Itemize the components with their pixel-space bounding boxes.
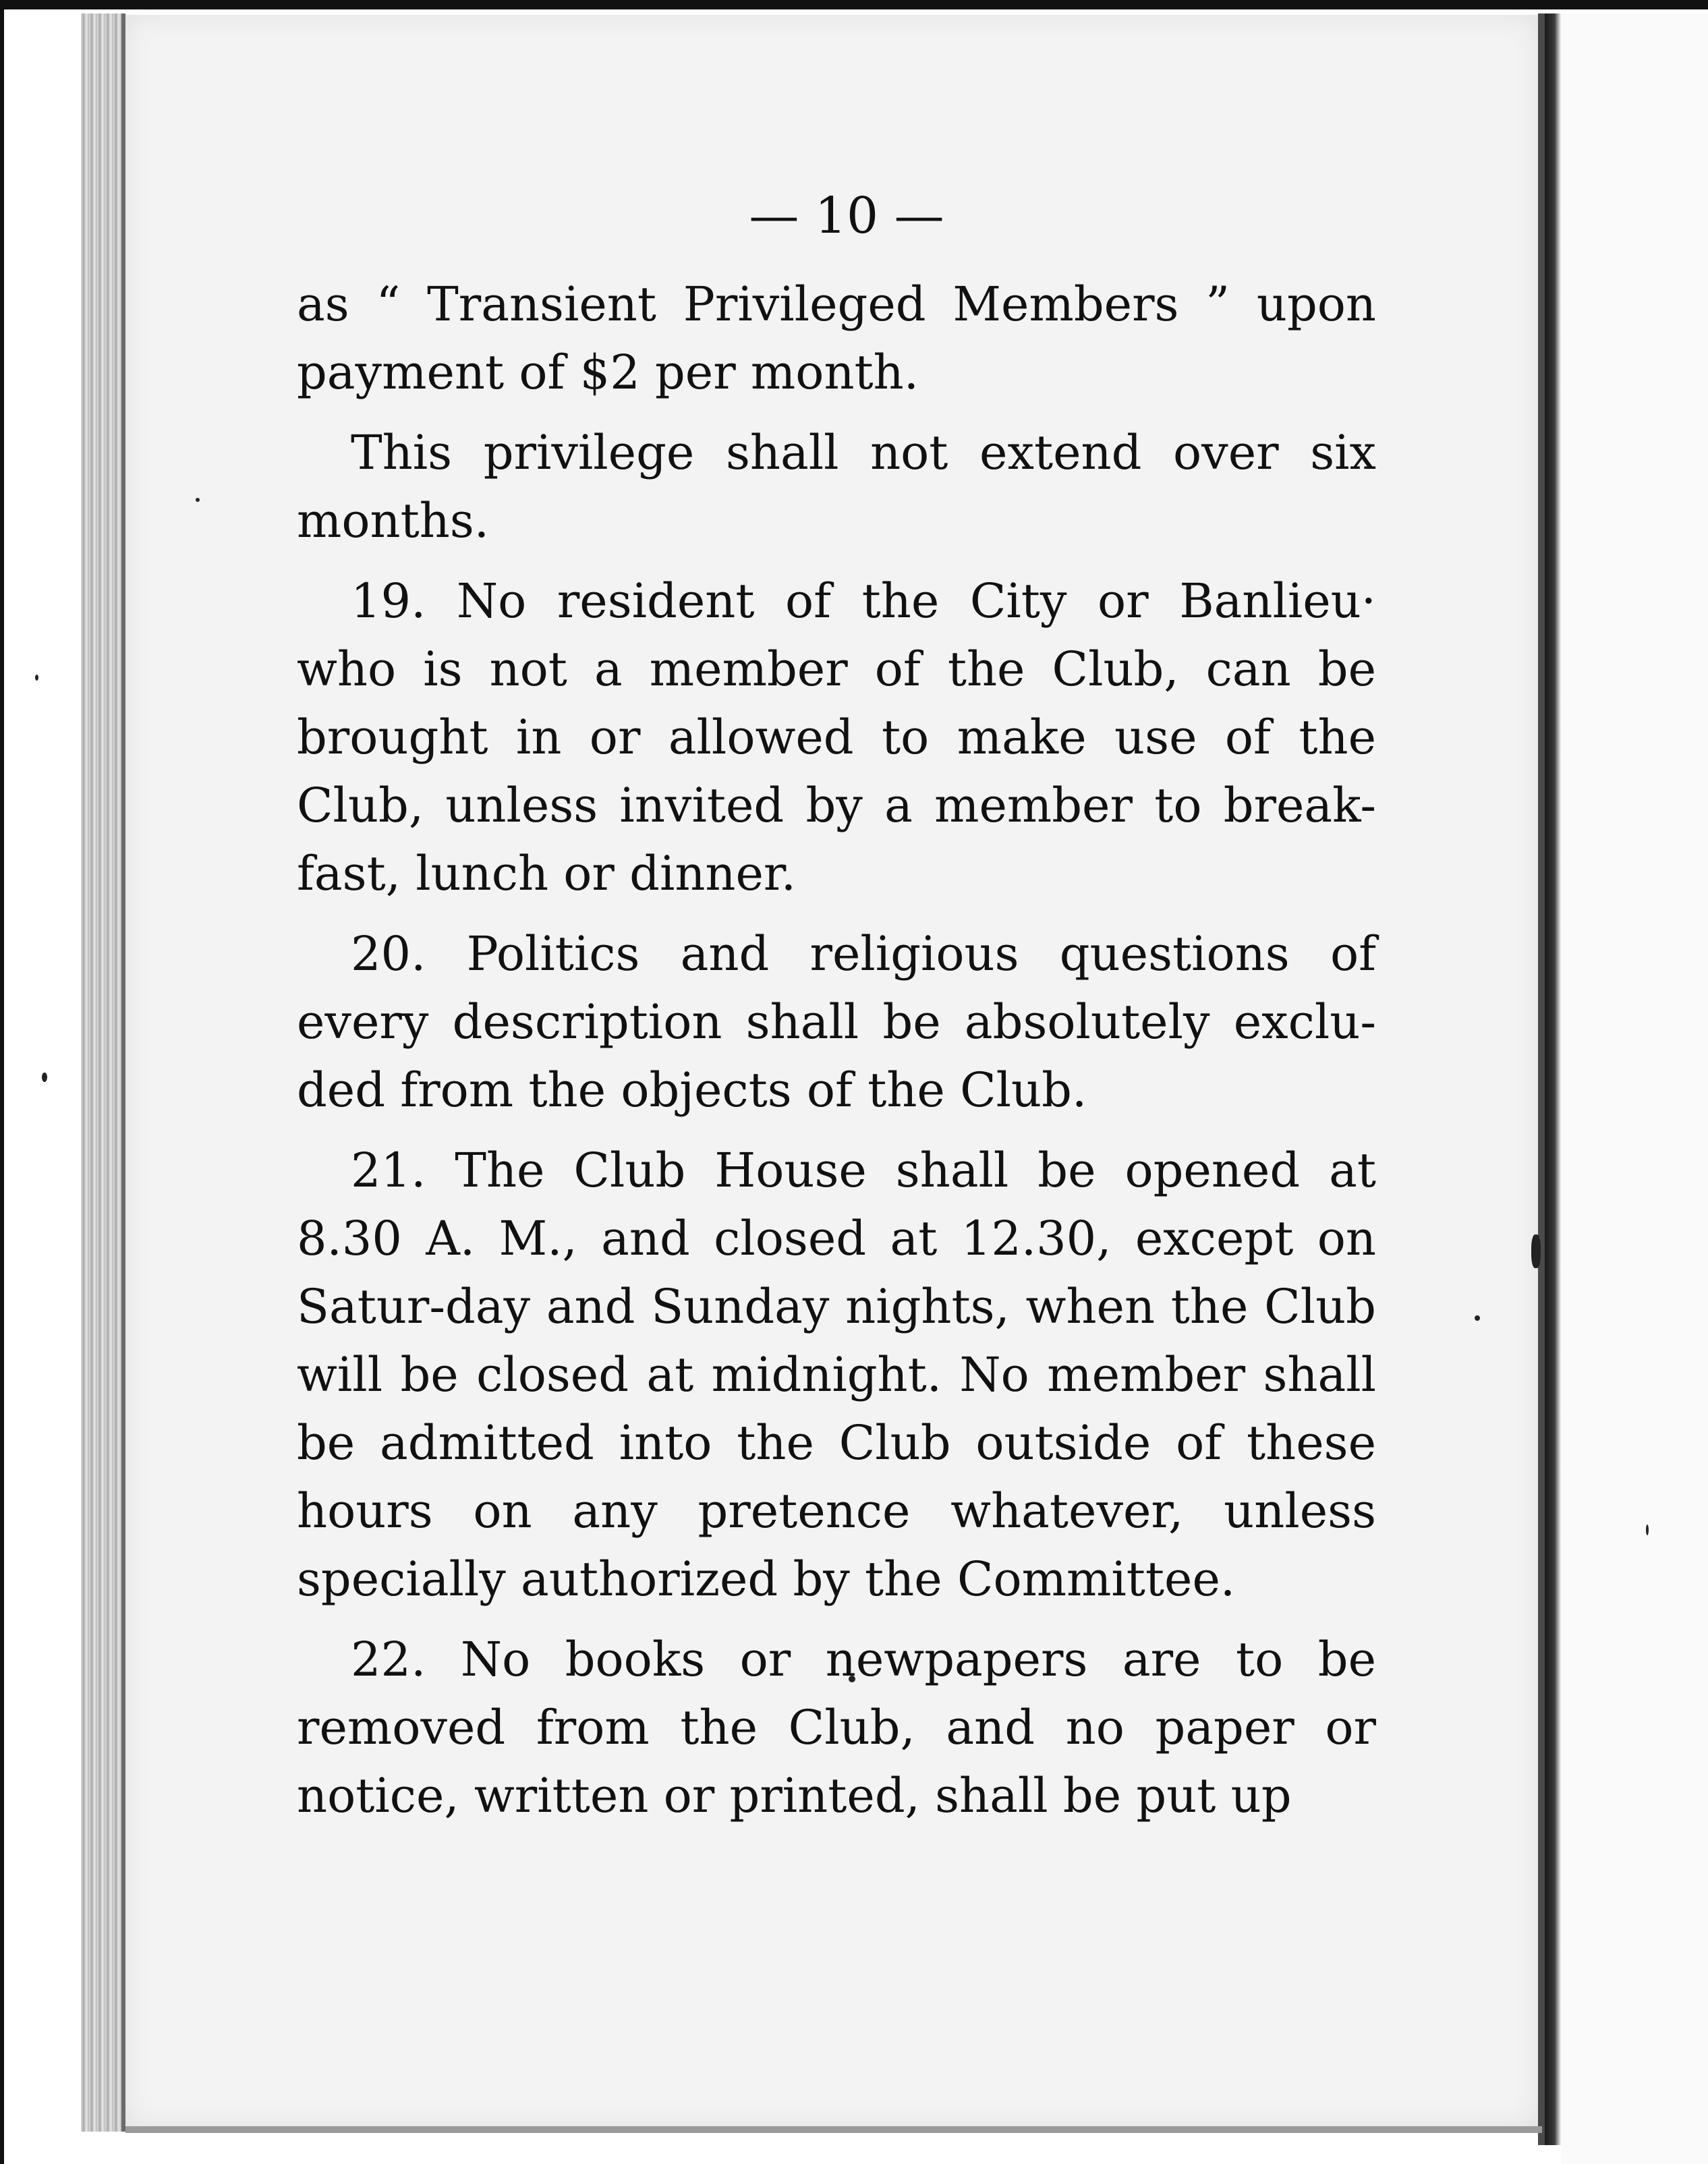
paragraph-rule-22: 22. No books or newpapers are to be removed from the Club, and no paper or notice, written or printed, shall be put up — [297, 1632, 1376, 1823]
paragraph-rule-19: 19. No resident of the City or Banlieu· who is not a member of the Club, can be brought in or allowed to make use of the Club, unless invited by a member to break-fast, lunch or dinner. — [297, 573, 1376, 901]
dust-speck — [1646, 1525, 1649, 1535]
dust-speck — [1475, 1315, 1480, 1321]
paragraph-transient-members: as “ Transient Privileged Members ” upon payment of $2 per month. — [297, 277, 1376, 400]
dust-speck — [35, 675, 38, 681]
scan-frame-top — [0, 0, 1708, 9]
page-right-edge — [1538, 13, 1545, 2145]
paragraph-rule-20: 20. Politics and religious questions of every description shall be absolutely exclu-ded from the objects of the Club. — [297, 926, 1376, 1118]
dust-speck — [196, 498, 200, 502]
paragraph-privilege-limit: This privilege shall not extend over six months. — [297, 425, 1376, 548]
adjacent-page — [1561, 13, 1708, 2164]
book-binding-edge — [81, 13, 121, 2132]
paragraph-rule-21: 21. The Club House shall be opened at 8.30 A. M., and closed at 12.30, except on Satur-day and Sunday nights, when the Club will be closed at midnight. No member shall be admitted into the Club outside of these hours on any pretence whatever, unless specially authorized by the Committee. — [297, 1143, 1376, 1607]
page-text-block — [297, 182, 1376, 1842]
dust-speck — [1531, 1234, 1541, 1268]
dust-speck — [42, 1073, 47, 1082]
scan-frame-left — [0, 0, 4, 2164]
page-number: — 10 — — [749, 187, 944, 245]
page-bottom-shadow — [125, 2126, 1542, 2133]
right-gutter-shadow — [1545, 13, 1561, 2145]
